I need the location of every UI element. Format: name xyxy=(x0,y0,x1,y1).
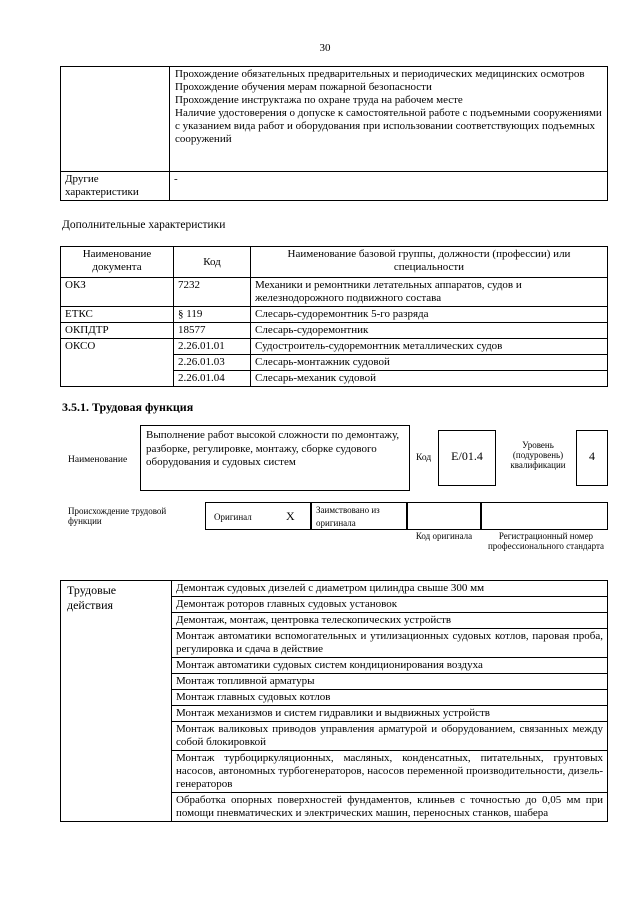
cell-doc: ОКСО xyxy=(61,339,174,387)
cell-doc: ОКПДТР xyxy=(61,323,174,339)
action-item: Монтаж автоматики судовых систем кондиционирования воздуха xyxy=(172,658,608,674)
table-row xyxy=(61,172,608,201)
table-row xyxy=(61,339,608,355)
code-value: E/01.4 xyxy=(451,449,483,463)
origin-code-label: Код оригинала xyxy=(415,531,473,541)
function-name-value: Выполнение работ высокой сложности по демонтажу, разборке, регулировке, монтажу, сборке судового оборудования и судовых систем xyxy=(146,429,400,468)
reg-number-label: Регистрационный номер профессионального стандарта xyxy=(487,531,605,551)
origin-label: Происхождение трудовой функции xyxy=(68,506,167,526)
name-label: Наименование xyxy=(68,455,128,465)
requirements-cell xyxy=(170,67,608,172)
cell-code: 2.26.01.03 xyxy=(174,355,251,371)
row-label xyxy=(61,67,170,172)
cell-doc: ОКЗ xyxy=(61,278,174,307)
level-value-box xyxy=(576,430,608,486)
header-code: Код xyxy=(174,247,251,278)
action-item: Монтаж валиковых приводов управления арматурой и оборудованием, связанных между собой блокировкой xyxy=(172,722,608,751)
action-item: Демонтаж роторов главных судовых установок xyxy=(172,597,608,613)
function-name-box xyxy=(140,425,410,491)
original-mark: X xyxy=(286,509,295,523)
table-row xyxy=(61,581,608,597)
header-doc: Наименование документа xyxy=(61,247,174,278)
code-label: Код xyxy=(416,453,432,463)
requirements-table xyxy=(60,66,608,201)
table-row xyxy=(61,278,608,307)
row-value: - xyxy=(170,172,608,201)
cell-name: Механики и ремонтники летательных аппаратов, судов и железнодорожного подвижного состава xyxy=(251,278,608,307)
additional-table xyxy=(60,246,608,387)
code-value-box xyxy=(438,430,496,486)
cell-name: Слесарь-монтажник судовой xyxy=(251,355,608,371)
additional-heading: Дополнительные характеристики xyxy=(62,219,226,231)
requirement-line: Прохождение обязательных предварительных и периодических медицинских осмотров xyxy=(175,68,585,80)
actions-table xyxy=(60,580,608,822)
borrowed-label: Заимствовано из оригинала xyxy=(316,505,380,528)
page-number: 30 xyxy=(319,42,331,54)
origin-original-box xyxy=(205,502,311,530)
action-item: Монтаж турбоциркуляционных, масляных, конденсатных, питательных, грунтовых насосов, автономных турбогенераторов, насосов переменной производительности, дизель-генераторов xyxy=(172,751,608,793)
cell-name: Слесарь-механик судовой xyxy=(251,371,608,387)
action-item: Монтаж топливной арматуры xyxy=(172,674,608,690)
action-item: Обработка опорных поверхностей фундаментов, клиньев с точностью до 0,05 мм при помощи пневматических и электрических машин, переносных станков, шабера xyxy=(172,793,608,822)
table-row xyxy=(61,307,608,323)
origin-code-box xyxy=(407,502,481,530)
reg-number-box xyxy=(481,502,608,530)
table-header-row xyxy=(61,247,608,278)
actions-label: Трудовые действия xyxy=(61,581,172,822)
level-label: Уровень (подуровень) квалификации xyxy=(510,440,566,470)
origin-borrowed-box xyxy=(311,502,407,530)
cell-code: 2.26.01.04 xyxy=(174,371,251,387)
function-heading: 3.5.1. Трудовая функция xyxy=(62,400,194,414)
cell-code: 2.26.01.01 xyxy=(174,339,251,355)
action-item: Демонтаж, монтаж, центровка телескопических устройств xyxy=(172,613,608,629)
cell-doc: ЕТКС xyxy=(61,307,174,323)
cell-name: Судостроитель-судоремонтник металлических судов xyxy=(251,339,608,355)
header-name: Наименование базовой группы, должности (профессии) или специальности xyxy=(251,247,608,278)
action-item: Демонтаж судовых дизелей с диаметром цилиндра свыше 300 мм xyxy=(172,581,608,597)
original-label: Оригинал xyxy=(214,512,252,522)
cell-name: Слесарь-судоремонтник xyxy=(251,323,608,339)
requirement-line: Прохождение обучения мерам пожарной безопасности xyxy=(175,81,432,93)
cell-code: 7232 xyxy=(174,278,251,307)
cell-code: § 119 xyxy=(174,307,251,323)
requirement-line: Наличие удостоверения о допуске к самостоятельной работе с подъемными сооружениями с указанием вида работ и оборудования при использовании соответствующих подъемных сооружений xyxy=(175,107,602,145)
action-item: Монтаж автоматики вспомогательных и утилизационных судовых котлов, паровая проба, регулировка и сдача в действие xyxy=(172,629,608,658)
action-item: Монтаж главных судовых котлов xyxy=(172,690,608,706)
table-row xyxy=(61,67,608,172)
requirement-line: Прохождение инструктажа по охране труда на рабочем месте xyxy=(175,94,463,106)
table-row xyxy=(61,323,608,339)
level-value: 4 xyxy=(589,449,595,463)
cell-name: Слесарь-судоремонтник 5-го разряда xyxy=(251,307,608,323)
cell-code: 18577 xyxy=(174,323,251,339)
action-item: Монтаж механизмов и систем гидравлики и выдвижных устройств xyxy=(172,706,608,722)
row-label: Другие характеристики xyxy=(61,172,170,201)
